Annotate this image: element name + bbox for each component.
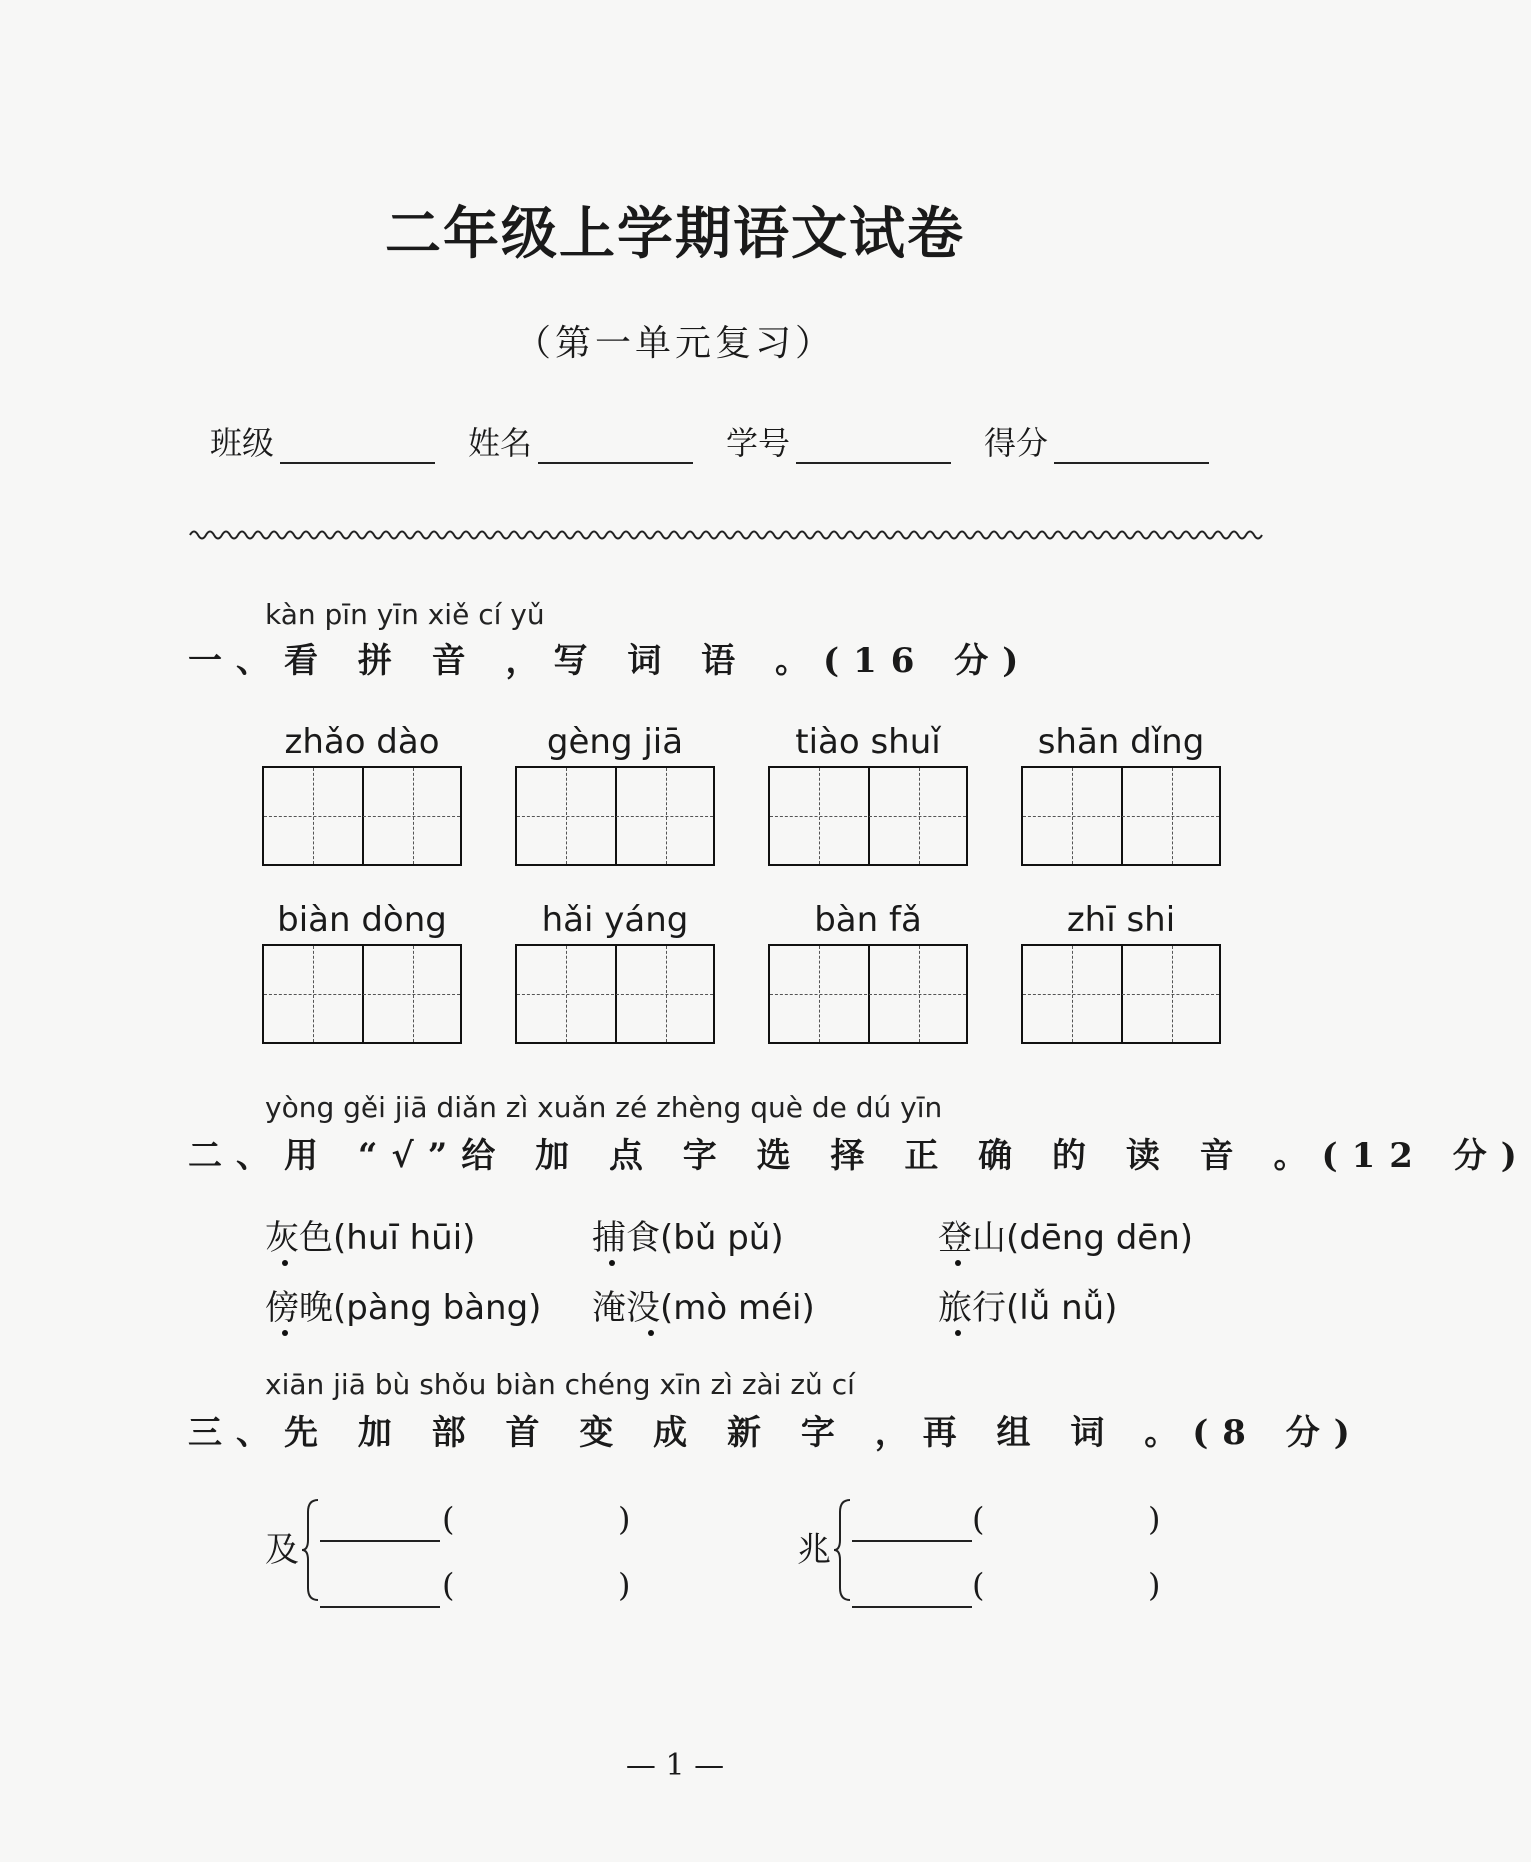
section2-pinyin: yòng gěi jiā diǎn zì xuǎn zé zhèng què de dú yīn [265, 1091, 943, 1124]
item-word: 淹没 [592, 1288, 660, 1328]
word-pinyin-8: zhī shi [1066, 900, 1176, 940]
emphasis-dot [282, 1330, 288, 1336]
paren-open: ( [442, 1500, 455, 1538]
word-pinyin-2: gèng jiā [546, 722, 684, 762]
writing-box-5[interactable] [262, 944, 462, 1044]
name-field[interactable] [468, 418, 693, 464]
section1-pinyin: kàn pīn yīn xiě cí yǔ [265, 598, 545, 631]
word-pinyin-5: biàn dòng [277, 900, 447, 940]
page-title: 二年级上学期语文试卷 [385, 201, 965, 267]
base-char-2: 兆 [797, 1530, 831, 1570]
wave-divider [190, 528, 1250, 542]
brace-icon [832, 1498, 852, 1602]
item-options[interactable]: (pàng bàng) [333, 1288, 542, 1328]
paren-open: ( [972, 1500, 985, 1538]
number-blank[interactable] [796, 428, 951, 464]
word-pinyin-3: tiào shuǐ [795, 722, 941, 762]
writing-box-1[interactable] [262, 766, 462, 866]
page-number: — 1 — [625, 1748, 725, 1783]
word-pinyin-4: shān dǐng [1037, 722, 1205, 762]
reading-item-4[interactable] [265, 1280, 541, 1329]
class-field[interactable] [210, 418, 435, 464]
item-options[interactable]: (bǔ pǔ) [660, 1218, 784, 1258]
reading-item-2[interactable] [592, 1210, 784, 1259]
reading-item-1[interactable] [265, 1210, 475, 1259]
answer-blank[interactable] [852, 1540, 972, 1542]
paren-open: ( [442, 1566, 455, 1604]
brace-icon [300, 1498, 320, 1602]
item-word: 登山 [938, 1218, 1006, 1258]
paren-close: ) [618, 1566, 631, 1604]
writing-box-3[interactable] [768, 766, 968, 866]
class-blank[interactable] [280, 428, 435, 464]
section2-heading: 二、用 “√”给 加 点 字 选 择 正 确 的 读 音 。(12 分) [188, 1136, 1531, 1176]
page-subtitle: （第一单元复习） [514, 323, 835, 364]
number-label: 学号 [726, 424, 791, 462]
writing-box-8[interactable] [1021, 944, 1221, 1044]
answer-blank[interactable] [852, 1606, 972, 1608]
item-word: 灰色 [265, 1218, 333, 1258]
word-pinyin-1: zhǎo dào [284, 722, 440, 762]
item-options[interactable]: (lǚ nǚ) [1006, 1288, 1118, 1328]
emphasis-dot [955, 1260, 961, 1266]
item-word: 捕食 [592, 1218, 660, 1258]
section3-heading: 三、先 加 部 首 变 成 新 字 ，再 组 词 。(8 分) [188, 1413, 1364, 1453]
name-blank[interactable] [538, 428, 693, 464]
item-options[interactable]: (huī hūi) [333, 1218, 476, 1258]
writing-box-2[interactable] [515, 766, 715, 866]
paren-close: ) [1148, 1500, 1161, 1538]
section3-pinyin: xiān jiā bù shǒu biàn chéng xīn zì zài zǔ cí [265, 1368, 855, 1401]
word-pinyin-7: bàn fǎ [814, 900, 922, 940]
section1-heading: 一、看 拼 音 ，写 词 语 。(16 分) [188, 641, 1033, 681]
writing-box-7[interactable] [768, 944, 968, 1044]
reading-item-3[interactable] [938, 1210, 1193, 1259]
reading-item-6[interactable] [938, 1280, 1117, 1329]
paren-open: ( [972, 1566, 985, 1604]
item-word: 傍晚 [265, 1288, 333, 1328]
emphasis-dot [282, 1260, 288, 1266]
class-label: 班级 [210, 424, 275, 462]
reading-item-5[interactable] [592, 1280, 815, 1329]
writing-box-4[interactable] [1021, 766, 1221, 866]
score-blank[interactable] [1054, 428, 1209, 464]
paren-close: ) [1148, 1566, 1161, 1604]
emphasis-dot [609, 1260, 615, 1266]
item-options[interactable]: (dēng dēn) [1006, 1218, 1194, 1258]
score-label: 得分 [984, 424, 1049, 462]
score-field[interactable] [984, 418, 1209, 464]
answer-blank[interactable] [320, 1540, 440, 1542]
emphasis-dot [648, 1330, 654, 1336]
answer-blank[interactable] [320, 1606, 440, 1608]
number-field[interactable] [726, 418, 951, 464]
word-pinyin-6: hǎi yáng [541, 900, 689, 940]
base-char-1: 及 [265, 1530, 299, 1570]
name-label: 姓名 [468, 424, 533, 462]
emphasis-dot [955, 1330, 961, 1336]
paren-close: ) [618, 1500, 631, 1538]
writing-box-6[interactable] [515, 944, 715, 1044]
item-options[interactable]: (mò méi) [660, 1288, 815, 1328]
item-word: 旅行 [938, 1288, 1006, 1328]
